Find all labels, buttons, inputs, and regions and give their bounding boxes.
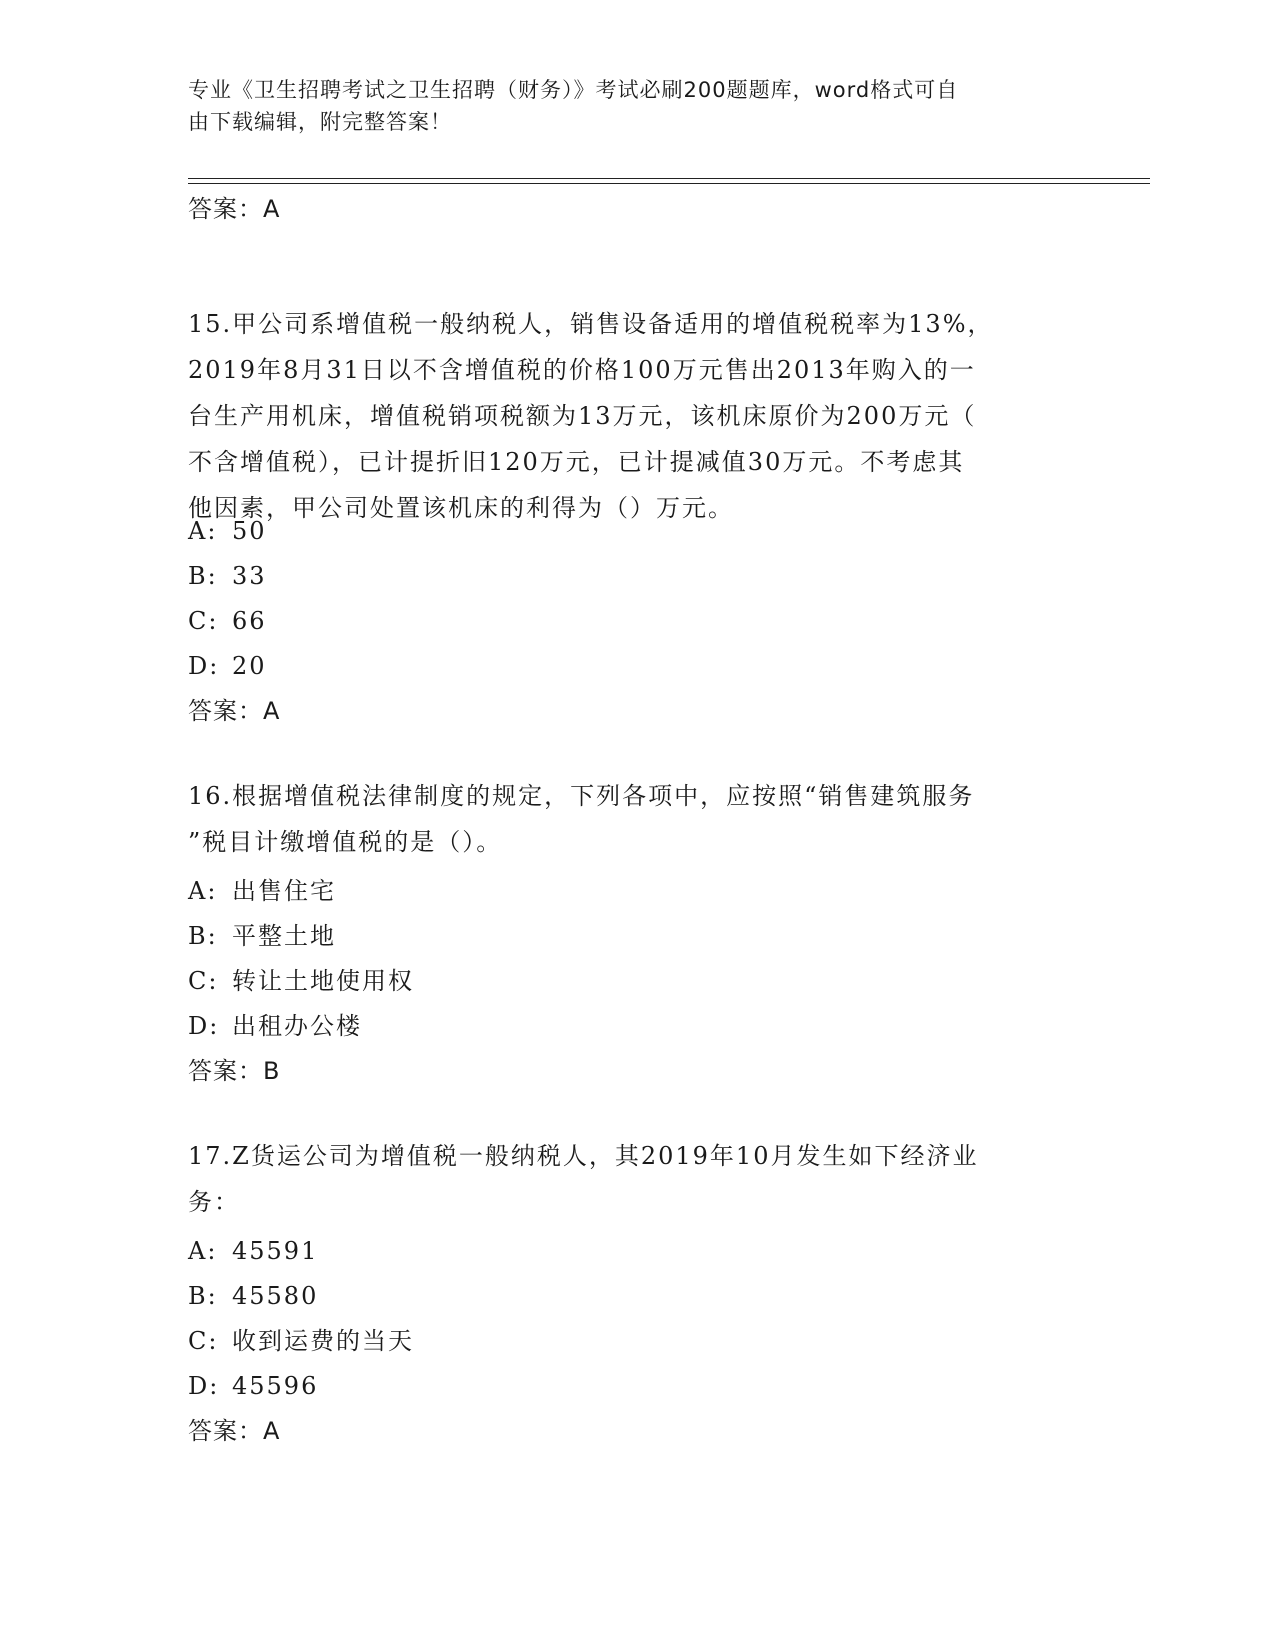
question-line: 务： bbox=[188, 1188, 240, 1216]
header-line-2: 由下载编辑，附完整答案！ bbox=[188, 110, 452, 134]
question-line: 不含增值税），已计提折旧120万元，已计提减值30万元。不考虑其 bbox=[188, 448, 965, 476]
question-17-option-b bbox=[188, 1280, 318, 1312]
question-15-option-b bbox=[188, 560, 267, 592]
question-line: 17.Z货运公司为增值税一般纳税人，其2019年10月发生如下经济业 bbox=[188, 1142, 979, 1170]
header-line-1: 专业《卫生招聘考试之卫生招聘（财务）》考试必刷200题题库，word格式可自 bbox=[188, 78, 959, 102]
question-17-option-a bbox=[188, 1235, 318, 1267]
option-label: B: bbox=[188, 922, 218, 950]
question-17-option-c bbox=[188, 1325, 414, 1357]
option-text: 45580 bbox=[232, 1282, 319, 1310]
question-17-option-d bbox=[188, 1370, 318, 1402]
header-divider-top bbox=[188, 178, 1150, 179]
question-17-text bbox=[188, 1133, 1088, 1225]
option-label: C: bbox=[188, 1327, 219, 1355]
option-text: 平整土地 bbox=[232, 922, 336, 950]
question-line: 15.甲公司系增值税一般纳税人，销售设备适用的增值税税率为13%， bbox=[188, 310, 994, 338]
document-header bbox=[188, 74, 1068, 138]
question-16-option-c bbox=[188, 965, 414, 997]
option-text: 出租办公楼 bbox=[232, 1012, 362, 1040]
option-label: B: bbox=[188, 1282, 218, 1310]
option-text: 66 bbox=[232, 607, 267, 635]
option-text: 50 bbox=[232, 517, 267, 545]
option-text: 45591 bbox=[232, 1237, 319, 1265]
option-label: A: bbox=[188, 517, 218, 545]
question-15-answer: 答案：A bbox=[188, 697, 281, 725]
option-text: 出售住宅 bbox=[232, 877, 336, 905]
option-label: D: bbox=[188, 1012, 220, 1040]
option-text: 20 bbox=[232, 652, 267, 680]
option-label: A: bbox=[188, 1237, 218, 1265]
question-15-option-c bbox=[188, 605, 267, 637]
option-label: A: bbox=[188, 877, 218, 905]
question-16-text bbox=[188, 773, 1088, 865]
option-text: 33 bbox=[232, 562, 267, 590]
previous-answer: 答案：A bbox=[188, 195, 281, 223]
question-line: 他因素，甲公司处置该机床的利得为（）万元。 bbox=[188, 494, 734, 522]
option-label: B: bbox=[188, 562, 218, 590]
question-15-text bbox=[188, 301, 1088, 531]
option-text: 转让土地使用权 bbox=[232, 967, 414, 995]
option-label: D: bbox=[188, 1372, 220, 1400]
question-15-option-a bbox=[188, 515, 267, 547]
question-line: 2019年8月31日以不含增值税的价格100万元售出2013年购入的一 bbox=[188, 356, 976, 384]
question-16-option-a bbox=[188, 875, 336, 907]
question-16-option-d bbox=[188, 1010, 362, 1042]
option-text: 45596 bbox=[232, 1372, 319, 1400]
option-label: C: bbox=[188, 967, 219, 995]
option-text: 收到运费的当天 bbox=[232, 1327, 414, 1355]
header-divider-bottom bbox=[188, 183, 1150, 184]
question-15-option-d bbox=[188, 650, 267, 682]
question-line: 16.根据增值税法律制度的规定，下列各项中，应按照“销售建筑服务 bbox=[188, 782, 975, 810]
question-line: 台生产用机床，增值税销项税额为13万元，该机床原价为200万元（ bbox=[188, 402, 977, 430]
option-label: C: bbox=[188, 607, 219, 635]
question-17-answer: 答案：A bbox=[188, 1417, 281, 1445]
question-16-answer: 答案：B bbox=[188, 1057, 281, 1085]
question-line: ”税目计缴增值税的是（）。 bbox=[188, 828, 503, 856]
question-16-option-b bbox=[188, 920, 336, 952]
option-label: D: bbox=[188, 652, 220, 680]
